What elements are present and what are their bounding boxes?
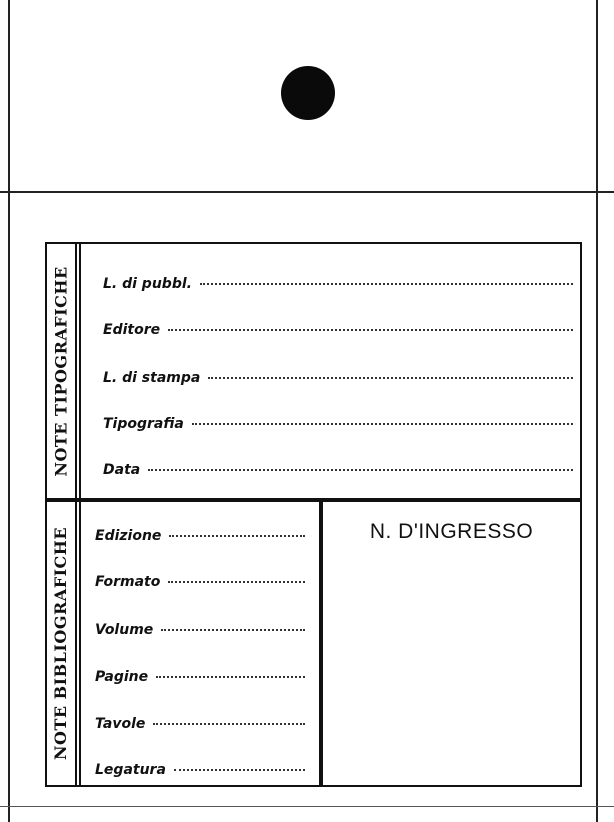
fold-line: [0, 191, 614, 193]
field-tipografia[interactable]: [103, 416, 573, 432]
field-label: L. di pubbl.: [103, 276, 192, 292]
left-edge-line: [8, 0, 10, 822]
label-column-rule-inner: [79, 244, 81, 785]
label-column-rule: [75, 244, 77, 785]
section-separator: [47, 498, 580, 502]
field-edizione[interactable]: [95, 528, 305, 544]
punch-hole: [281, 66, 335, 120]
fill-line: [168, 329, 573, 331]
fill-line: [169, 535, 305, 537]
field-label: Tipografia: [103, 416, 184, 432]
field-label: Legatura: [95, 762, 166, 778]
field-luogo-stampa[interactable]: [103, 370, 573, 386]
fill-line: [192, 423, 573, 425]
right-edge-line: [596, 0, 598, 822]
section-label-tipografiche: [48, 244, 74, 498]
fill-line: [156, 676, 305, 678]
fill-line: [161, 629, 305, 631]
fill-line: [168, 581, 305, 583]
fill-line: [153, 723, 305, 725]
tipografiche-label-text: NOTE TIPOGRAFICHE: [51, 265, 71, 477]
bibliografiche-label-text: NOTE BIBLIOGRAFICHE: [51, 526, 71, 761]
field-label: L. di stampa: [103, 370, 201, 386]
field-label: Tavole: [95, 716, 146, 732]
field-label: Editore: [103, 322, 161, 338]
field-label: Formato: [95, 574, 161, 590]
bottom-edge-line: [0, 806, 614, 807]
ingresso-column-separator: [319, 502, 323, 785]
fill-line: [148, 469, 573, 471]
field-formato[interactable]: [95, 574, 305, 590]
field-data[interactable]: [103, 462, 573, 478]
field-editore[interactable]: [103, 322, 573, 338]
field-tavole[interactable]: [95, 716, 305, 732]
field-luogo-pubblicazione[interactable]: [103, 276, 573, 292]
fill-line: [208, 377, 573, 379]
fill-line: [174, 769, 305, 771]
numero-ingresso-heading: N. D'INGRESSO: [369, 520, 534, 543]
field-legatura[interactable]: [95, 762, 305, 778]
catalog-card: [45, 242, 582, 787]
section-label-bibliografiche: [48, 502, 74, 785]
field-label: Pagine: [95, 669, 149, 685]
field-label: Data: [103, 462, 141, 478]
field-pagine[interactable]: [95, 669, 305, 685]
field-label: Edizione: [95, 528, 162, 544]
field-label: Volume: [95, 622, 154, 638]
fill-line: [200, 283, 573, 285]
field-volume[interactable]: [95, 622, 305, 638]
